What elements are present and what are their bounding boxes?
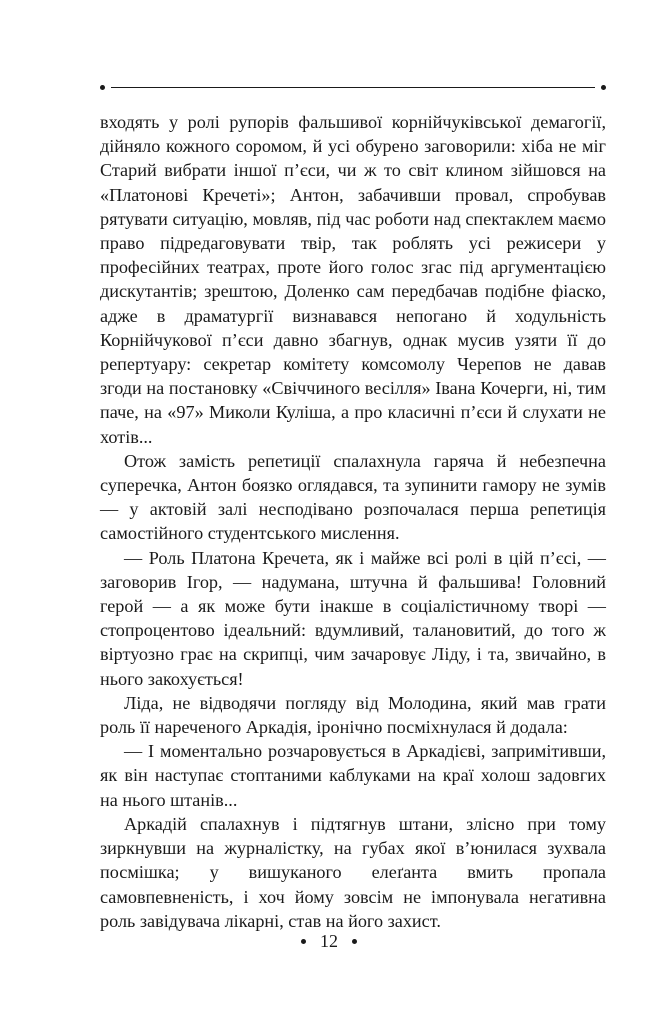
- paragraph-2: Отож замість репетиції спалахнула гаряча й небезпечна суперечка, Антон боязко оглядався, та зупинити гамору не зумів — у актовій залі несподівано розпочалася перша репетиція самостійного студентського мислення.: [100, 450, 606, 544]
- paragraph-5: — І моментально розчаровується в Аркадієві, запримітивши, як він наступає стоптаними каблуками на краї холош задовгих на нього штанів...: [100, 741, 606, 810]
- folio-left-bullet: [301, 939, 306, 944]
- paragraph-1: входять у ролі рупорів фальшивої корнійчуківської демагогії, дійняло кожного соромом, й усі обурено заговорили: хіба не міг Старий вибрати іншої п’єси, чи ж то світ клином зійшовся на «Платонові Кречеті»; Антон, забачивши провал, спробував рятувати ситуацію, мовляв, під час роботи над спектаклем маємо право підредаговувати твір, так роблять усі режисери у професійних театрах, проте його голос згас під аргументацією дискутантів; зрештою, Доленко сам передбачав подібне фіаско, адже в драматургії визнавався непогано й ходульність Корнійчукової п’єси давно збагнув, однак мусив узяти її до репертуару: секретар комітету комсомолу Черепов не давав згоди на постановку «Свіччиного весілля» Івана Кочерги, ні, тим паче, на «97» Миколи Куліша, а про класичні п’єси й слухати не хотів...: [100, 112, 606, 447]
- page-number: 12: [320, 931, 338, 951]
- body-text: [100, 110, 606, 933]
- header-rule: [100, 84, 606, 92]
- header-rule-line: [111, 87, 595, 88]
- paragraph-6: Аркадій спалахнув і підтягнув штани, злісно при тому зиркнувши на журналістку, на губах якої в’юнилася зухвала посмішка; у вишуканого елеґанта вмить пропала самовпевненість, і хоч йому зовсім не імпонувала негативна роль завідувача лікарні, став на його захист.: [100, 813, 606, 931]
- page-footer: [0, 930, 658, 952]
- paragraph-4: Ліда, не відводячи погляду від Молодина, який мав грати роль її нареченого Аркадія, іронічно посміхнулася й додала:: [100, 692, 606, 738]
- header-rule-right-dot: [601, 85, 606, 90]
- paragraph-3: — Роль Платона Кречета, як і майже всі ролі в цій п’єсі, — заговорив Ігор, — надумана, штучна й фальшива! Головний герой — а як може бути інакше в соціалістичному творі — стопроцентово ідеальний: вдумливий, талановитий, до того ж віртуозно грає на скрипці, чим зачаровує Ліду, і та, звичайно, в нього закохується!: [100, 547, 606, 689]
- header-rule-left-dot: [100, 85, 105, 90]
- folio-right-bullet: [352, 939, 357, 944]
